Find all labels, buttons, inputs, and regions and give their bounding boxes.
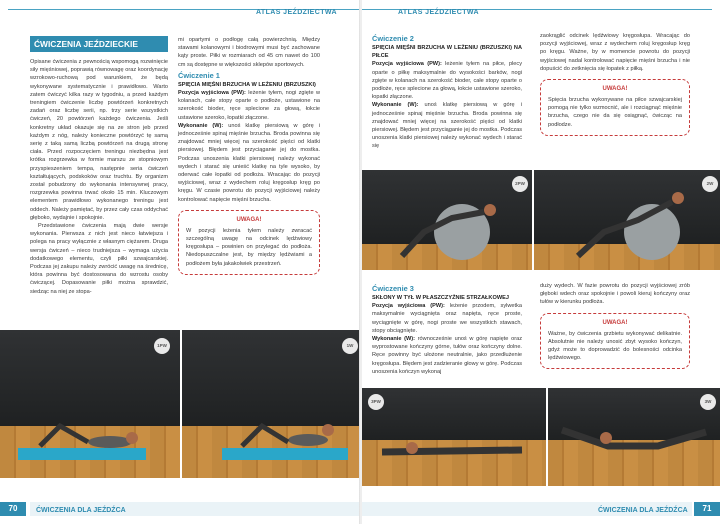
intro-paragraph-1: Opisane ćwiczenia z pewnością wspomogą rozwinięcie siły mięśniowej, poprawią równowagę oraz koordynację wzrokowo-ruchową pod warunkiem, że będą wykonywane systematycznie i prawidłowo. Warto zatem ćwiczyć kilka razy w tygodniu, a przed każdym treningiem ćwiczenie liczbę powtórzeń konkretnych zadań oraz liczbę serii, np. trzy serie wszystkich ćwiczeń, 20 powtórzeń każdego ćwiczenia. Jeśli konkretny układ okazuje się na ze stron jeb przed każdym z nóg, należy konieczne powtórzyć tę samą serię z taką samą liczbą powtórzeń na drugą stronę ciała. Przed rozpoczęciem treningu niezbędna jest krótka rozgrzewka w formie marszu ze stopniowym przyspieszeniem tempa, następnie seria ćwiczeń kształtujących, podskoków oraz truchtu. By organizm został pobudzony do wykonania intensywnej pracy, rozgrzewka powinna trwać około 15 min. Kluczowym elementem prawidłowo wykonanego treningu jest oddech. Należy pamiętać, by przez cały czas oddychać głęboko, wydajnie i spokojnie. (30, 59, 168, 221)
left-column-1 (30, 36, 168, 296)
warning-text: Ważne, by ćwiczenia grzbietu wykonywać delikatnie. Absolutnie nie należy unosić zbyt wysoko kończyn, gdyż może to doprowadzić do bolesności odcinka lędźwiowego. (548, 330, 682, 362)
exercise-1-name: SPIĘCIA MIĘŚNI BRZUCHA W LEŻENIU (BRZUSZKI) (178, 81, 316, 88)
athlete-lying-figure (0, 330, 180, 478)
exercise-3-execution: Wykonanie (W): równocześnie unoś w górę napięte oraz wyprostowane kończyny górne, tułów oraz kończyny dolne. Ręce powinny być ułożone neutralnie, jako przedłużenie kręgosłupa. Błędem jest zadzieranie głowy w górę. Podczas unoszenia kończyn wykonaj (372, 336, 522, 375)
photo-badge: 3W (700, 394, 716, 410)
exercise-2-heading: Ćwiczenie 2 (372, 34, 414, 43)
page-number: 71 (694, 502, 720, 516)
photo-1w (182, 330, 360, 478)
photo-3w (548, 388, 720, 486)
warning-box-2 (540, 79, 690, 136)
photo-badge: 3PW (368, 394, 384, 410)
exercise-1-execution: Wykonanie (W): unoś klatkę piersiową w górę i jednocześnie spinaj mięśnie brzucha. Broda powinna się znajdować mniej więcej na szerokość pięści od klatki piersiowej. Błędem jest przyciąganie jej do mostka. Podczas unoszenia klatki piersiowej należy wykonać wydech i starać się unieść klatkę na tyle wysoko, by oderwać całe łopatki od podłoża. Wracając do pozycji wyjściowej, wraz z wydechem roluj kręgosłup kręg po kręgu. W czasie powrotu do pozycji wyjściowej należy kontrolować napięcie mięśni brzucha. (178, 122, 320, 203)
right-column-2-lower (540, 282, 690, 375)
athlete-back-extension-figure (548, 388, 720, 486)
exercise-2-execution: Wykonanie (W): unoś klatkę piersiową w górę i jednocześnie spinaj mięśnie brzucha. Broda powinna się znajdować mniej więcej na szerokość pięści od klatki piersiowej. Błędem jest przyciąganie jej do mostka. Podczas unoszenia klatki piersiowej należy wykonać wydech i starać się (372, 102, 522, 150)
header-label: ATLAS JEŹDZIECTWA (398, 9, 479, 16)
warning-title: UWAGA! (602, 86, 628, 93)
photo-badge: 2PW (512, 176, 528, 192)
exercise-1-start: Pozycja wyjściowa (PW): leżenie tyłem, nogi zgięte w kolanach, całe stopy oparte o podłoże, ustawione na szerokość bioder, ręce splecione za głową, łokcie ustawione szeroko, łopatki złączone. (178, 90, 320, 121)
photo-2w (534, 170, 720, 270)
photo-3pw (362, 388, 546, 486)
warning-box-1 (178, 210, 320, 275)
photo-1pw (0, 330, 180, 478)
exercise-2-start: Pozycja wyjściowa (PW): leżenie tyłem na piłce, plecy oparte o piłkę maksymalnie do wysokości barków, nogi zgięte w kolanach na szerokość bioder, całe stopy oparte o podłoże, ręce splecione za głową, łokcie ustawione szeroko, łopatki złączone. (372, 61, 522, 101)
warning-box-3 (540, 313, 690, 370)
footer-text: ĆWICZENIA DLA JEŹDŹCA (598, 507, 688, 514)
section-title: ĆWICZENIA JEŹDZIECKIE (30, 36, 168, 52)
exercise-3-continued: duży wydech. W fazie powrotu do pozycji wyjściowej zrób głęboki wdech oraz spokojnie i powoli kieruj kończyny oraz tułów w kierunku podłoża. (540, 283, 690, 306)
footer-text: ĆWICZENIA DLA JEŹDŹCA (36, 507, 126, 514)
exercise-1-heading: Ćwiczenie 1 (178, 70, 220, 80)
warning-text: W pozycji leżenia tyłem należy zwracać szczególną uwagę na odcinek lędźwiowy kręgosłupa – powinien on przylegać do podłoża. Niedopuszczalne jest, by między lędźwiami a podłożem była jakakolwiek przestrzeń. (186, 227, 312, 267)
exercise-3-heading: Ćwiczenie 3 (372, 284, 414, 293)
header-label: ATLAS JEŹDZIECTWA (256, 9, 337, 16)
photo-2pw (362, 170, 532, 270)
athlete-crunch-figure (182, 330, 360, 478)
athlete-on-ball-figure (362, 170, 532, 270)
intro-paragraph-2: Przedstawione ćwiczenia mają dwie wersje wykonania. Pierwsza z nich jest nieco łatwiejsza i polega na pracy wyłącznie z własnym ciężarem. Druga wersja ćwiczeń – nieco trudniejsza – wymaga użycia dodatkowego elementu, czyli piłki szwajcarskiej. Podczas jej zakupu należy zwrócić uwagę na średnicę, która powinna być dostosowana do wzrostu osoby ćwiczącej. Dopasowanie piłki można sprawdzić, siedząc na niej ze stopa- (30, 223, 168, 295)
athlete-ball-crunch-figure (534, 170, 720, 270)
warning-title: UWAGA! (602, 319, 628, 326)
photo-badge: 1PW (154, 338, 170, 354)
warning-title: UWAGA! (236, 216, 262, 223)
left-column-2 (178, 36, 320, 281)
right-page (362, 0, 720, 524)
warning-text: Spięcia brzucha wykonywane na piłce szwajcarskiej pomogą nie tylko wzmocnić, ale i rozciągnąć mięśnie brzucha, czego nie da się osiągnąć, ćwicząc na podłodze. (548, 97, 682, 128)
athlete-prone-figure (362, 388, 546, 486)
exercise-3-name: SKŁONY W TYŁ W PŁASZCZYŹNIE STRZAŁKOWEJ (372, 295, 509, 301)
exercise-3-start: Pozycja wyjściowa (PW): leżenie przodem, sylwetka maksymalnie wyciągnięta oraz napięta, ręce proste, wyciągnięte w górę, nogi proste we wszystkich stawach, stopy obciągnięte. (372, 303, 523, 334)
page-number: 70 (0, 502, 26, 516)
photo-badge: 2W (702, 176, 718, 192)
exercise-2-name: SPIĘCIA MIĘŚNI BRZUCHA W LEŻENIU (BRZUSZKI) NA PIŁCE (372, 45, 522, 60)
photo-badge: 1W (342, 338, 358, 354)
ball-paragraph: mi opartymi o podłogę całą powierzchnią. Między stawami kolanowymi i biodrowymi musi być zachowane kąty proste. Piłki w rozmiarach od 45 cm nawet do 100 cm są dostępne w większości sklepów sportowych. (178, 37, 320, 68)
right-column-1-lower (372, 282, 522, 376)
exercise-2-continued: zaokrąglić odcinek lędźwiowy kręgosłupa. Wracając do pozycji wyjściowej, wraz z wydechem roluj kręgosłup kręg po kręgu. Ważne, by w momencie powrotu do pozycji wyjściowej nadal kontrolować napięcie mięśni brzucha i nie dopuścić do zetknięcia się łopatek z piłką. (540, 33, 690, 72)
right-column-2 (540, 32, 690, 142)
right-column-1 (372, 32, 522, 151)
